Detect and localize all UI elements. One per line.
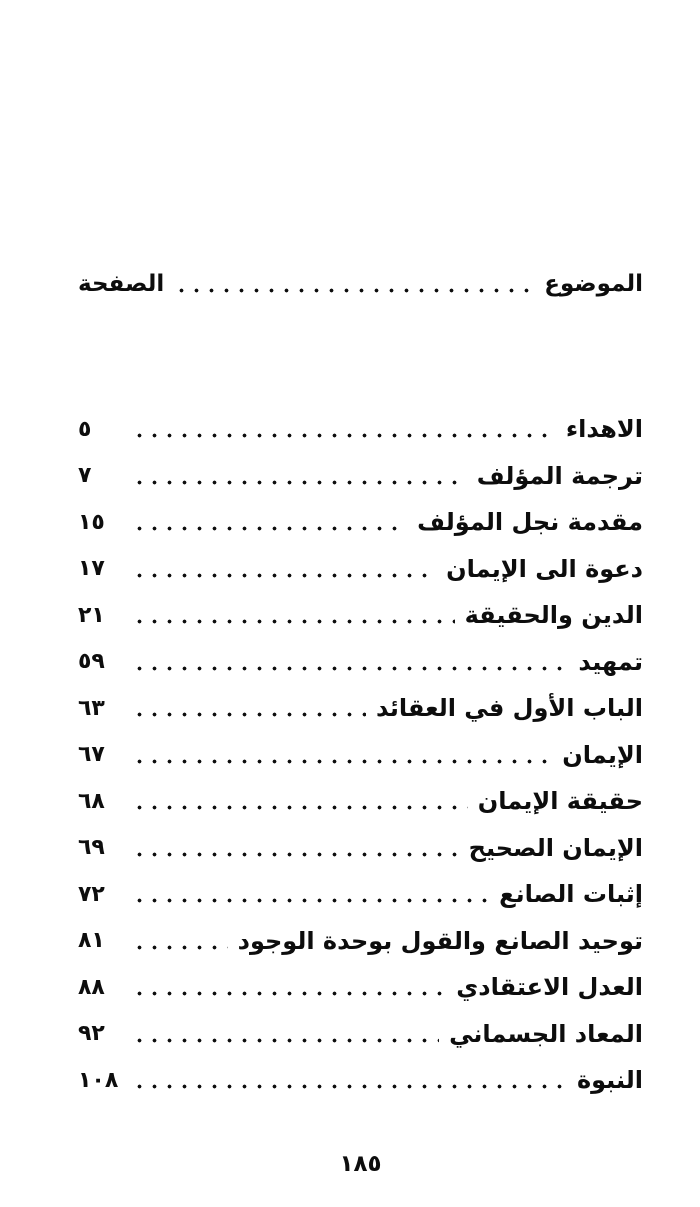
page-footer <box>78 1151 643 1177</box>
toc-dot-leader <box>132 406 556 453</box>
toc-entry-page-number: ٦٨ <box>78 788 105 814</box>
toc-entry-title: ترجمة المؤلف <box>476 461 643 490</box>
toc-entry-title: حقيقة الإيمان <box>477 787 643 816</box>
toc-entries-list <box>78 406 643 1104</box>
toc-dot-leader <box>132 1011 439 1058</box>
folio-page-number: ١٨٥ <box>339 1150 382 1177</box>
toc-entry-title: الاهداء <box>565 415 643 444</box>
toc-entry-page-number: ٧ <box>78 463 92 489</box>
toc-row <box>78 499 643 546</box>
toc-dot-leader <box>132 732 552 779</box>
toc-dot-leader <box>132 778 468 825</box>
toc-entry-page-number: ٢١ <box>78 602 105 628</box>
toc-entry-title: الإيمان <box>562 740 643 769</box>
toc-dot-leader <box>132 918 228 965</box>
toc-entry-title: مقدمة نجل المؤلف <box>417 508 643 537</box>
toc-entry-page-number: ١٠٨ <box>78 1067 119 1093</box>
toc-dot-leader <box>132 546 436 593</box>
toc-entry-page-number: ٦٣ <box>78 695 105 721</box>
toc-row <box>78 1011 643 1058</box>
toc-dot-leader <box>132 871 489 918</box>
toc-entry-page-number: ٩٢ <box>78 1021 105 1047</box>
subject-column-label: الموضوع <box>544 271 643 297</box>
toc-entry-page-number: ٧٢ <box>78 881 105 907</box>
toc-dot-leader <box>132 453 467 500</box>
toc-entry-title: المعاد الجسماني <box>449 1019 643 1048</box>
toc-dot-leader <box>132 499 407 546</box>
toc-entry-title: الدين والحقيقة <box>464 601 643 630</box>
toc-dot-leader <box>132 1057 567 1104</box>
toc-entry-title: النبوة <box>576 1066 643 1095</box>
toc-row <box>78 685 643 732</box>
toc-entry-page-number: ٥٩ <box>78 649 105 675</box>
toc-row <box>78 546 643 593</box>
toc-entry-title: تمهيد <box>578 647 643 676</box>
toc-entry-page-number: ٨٨ <box>78 974 105 1000</box>
toc-dot-leader <box>132 639 568 686</box>
toc-entry-page-number: ٨١ <box>78 928 105 954</box>
toc-row <box>78 406 643 453</box>
toc-entry-page-number: ٥ <box>78 416 92 442</box>
toc-row <box>78 732 643 779</box>
toc-row <box>78 825 643 872</box>
header-dot-leader <box>174 261 534 307</box>
toc-dot-leader <box>132 592 455 639</box>
toc-row <box>78 778 643 825</box>
toc-header-row <box>78 261 643 307</box>
toc-entry-page-number: ١٥ <box>78 509 105 535</box>
toc-dot-leader <box>132 825 459 872</box>
toc-entry-page-number: ١٧ <box>78 556 105 582</box>
toc-row <box>78 964 643 1011</box>
toc-row <box>78 918 643 965</box>
toc-entry-title: الباب الأول في العقائد <box>375 694 643 723</box>
toc-entry-page-number: ٦٧ <box>78 742 105 768</box>
toc-entry-title: إثبات الصانع <box>499 880 643 909</box>
toc-entry-title: العدل الاعتقادي <box>456 973 643 1002</box>
toc-dot-leader <box>132 964 446 1011</box>
toc-row <box>78 592 643 639</box>
toc-entry-page-number: ٦٩ <box>78 835 105 861</box>
toc-dot-leader <box>132 685 366 732</box>
toc-entry-title: الإيمان الصحيح <box>468 833 643 862</box>
toc-row <box>78 1057 643 1104</box>
toc-row <box>78 871 643 918</box>
toc-row <box>78 453 643 500</box>
toc-entry-title: توحيد الصانع والقول بوحدة الوجود <box>237 926 643 955</box>
page-column-label: الصفحة <box>78 271 165 297</box>
toc-entry-title: دعوة الى الإيمان <box>446 554 643 583</box>
toc-row <box>78 639 643 686</box>
